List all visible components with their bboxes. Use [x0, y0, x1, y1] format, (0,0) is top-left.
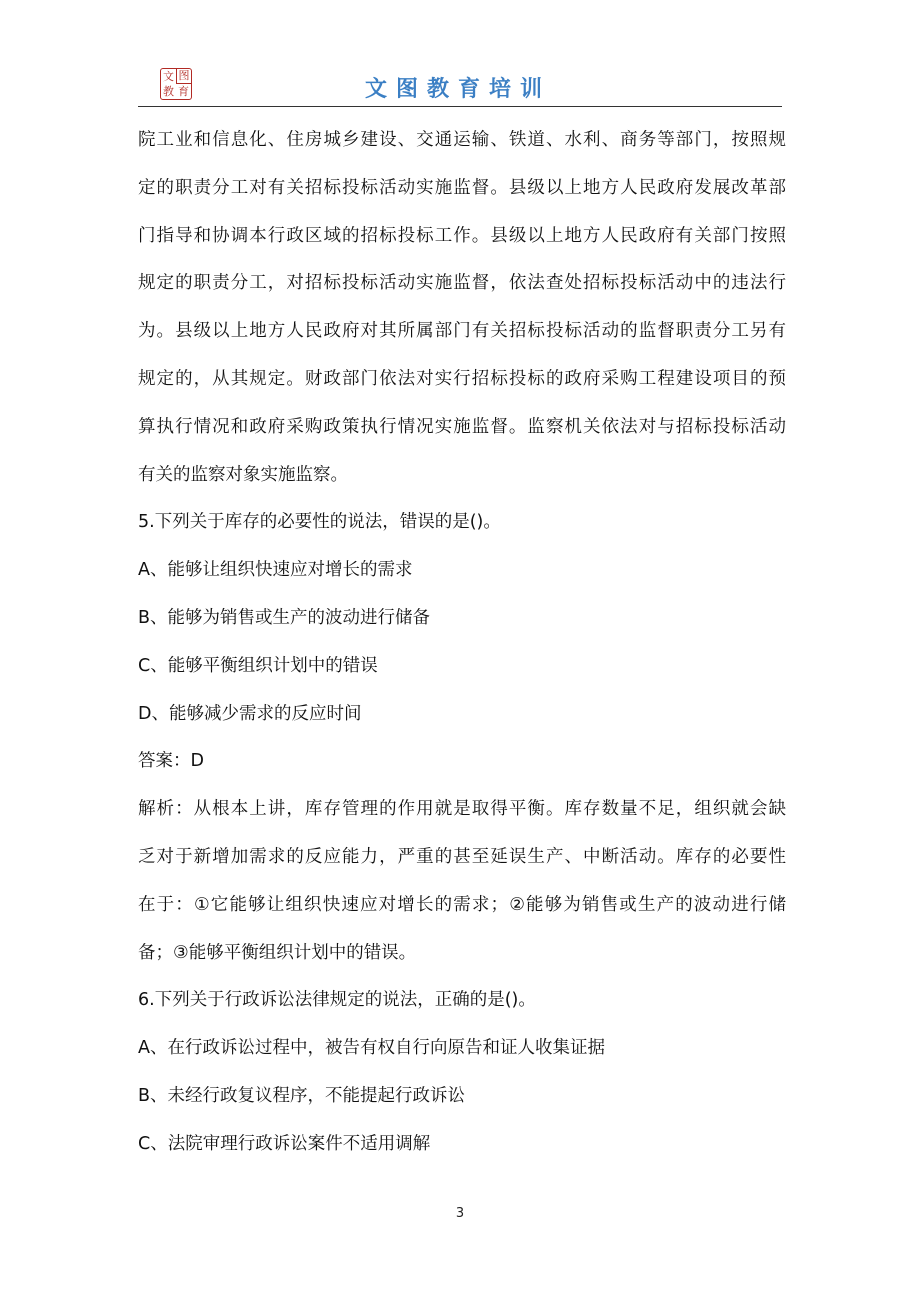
text-line: 规定的，从其规定。财政部门依法对实行招标投标的政府采购工程建设项目的预	[138, 368, 786, 389]
text-line: 乏对于新增加需求的反应能力，严重的甚至延误生产、中断活动。库存的必要性	[138, 846, 786, 867]
text-line: A、能够让组织快速应对增长的需求	[138, 560, 413, 581]
text-line: 为。县级以上地方人民政府对其所属部门有关招标投标活动的监督职责分工另有	[138, 321, 786, 342]
logo-char: 文	[163, 70, 174, 83]
text-line: 院工业和信息化、住房城乡建设、交通运输、铁道、水利、商务等部门，按照规	[138, 130, 786, 150]
text-line: D、能够减少需求的反应时间	[138, 703, 362, 724]
text-line: B、能够为销售或生产的波动进行储备	[138, 607, 431, 628]
text-line: 解析：从根本上讲，库存管理的作用就是取得平衡。库存数量不足，组织就会缺	[138, 799, 786, 820]
text-line: 门指导和协调本行政区域的招标投标工作。县级以上地方人民政府有关部门按照	[138, 225, 786, 246]
text-line: 备；③能够平衡组织计划中的错误。	[138, 942, 417, 963]
logo-char: 图	[176, 69, 191, 84]
text-line: A、在行政诉讼过程中，被告有权自行向原告和证人收集证据	[138, 1038, 605, 1059]
organization-title: 文图教育培训	[364, 76, 551, 102]
document-body	[138, 117, 786, 1169]
page-number: 3	[455, 1206, 465, 1221]
text-line: 有关的监察对象实施监察。	[138, 464, 348, 485]
text-line: C、法院审理行政诉讼案件不适用调解	[138, 1133, 431, 1154]
text-line: 6.下列关于行政诉讼法律规定的说法，正确的是()。	[138, 990, 536, 1011]
text-line: 答案：D	[138, 751, 204, 772]
logo-char: 教	[163, 85, 174, 98]
text-line: 在于：①它能够让组织快速应对增长的需求；②能够为销售或生产的波动进行储	[138, 894, 786, 915]
text-line: 算执行情况和政府采购政策执行情况实施监督。监察机关依法对与招标投标活动	[138, 416, 786, 437]
text-line: 规定的职责分工，对招标投标活动实施监督，依法查处招标投标活动中的违法行	[138, 273, 786, 294]
text-line: B、未经行政复议程序，不能提起行政诉讼	[138, 1085, 466, 1106]
page-header	[138, 64, 782, 107]
text-line: 定的职责分工对有关招标投标活动实施监督。县级以上地方人民政府发展改革部	[138, 177, 786, 198]
text-line: 5.下列关于库存的必要性的说法，错误的是()。	[138, 512, 501, 533]
logo-char: 育	[178, 85, 189, 98]
logo	[160, 68, 192, 100]
text-line: C、能够平衡组织计划中的错误	[138, 655, 378, 676]
